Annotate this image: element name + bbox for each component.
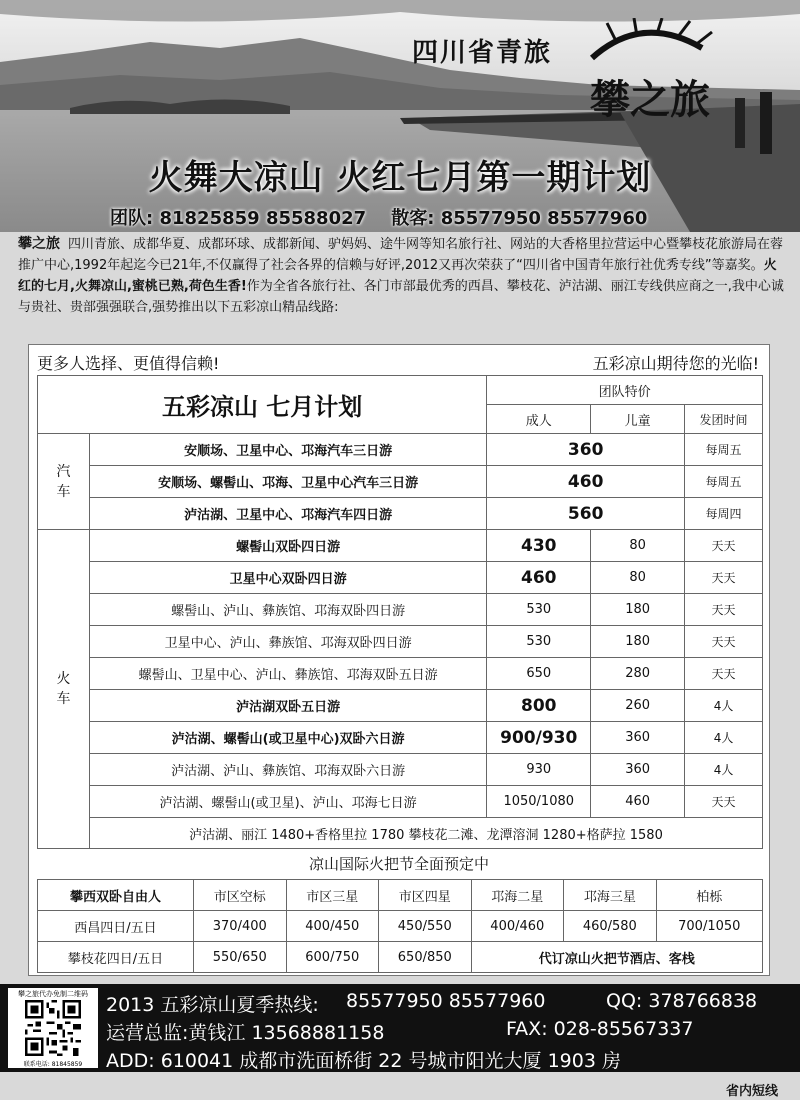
festival-cell: 450/550 <box>379 911 472 942</box>
table-row <box>38 498 763 530</box>
retail-phones: 85577950 85577960 <box>440 208 648 229</box>
route-adult-price: 530 <box>487 594 591 626</box>
route-adult-price: 460 <box>487 562 591 594</box>
address: ADD: 610041 成都市洗面桥街 22 号城市阳光大厦 1903 房 <box>106 1050 621 1072</box>
route-name: 泸沽湖、泸山、彝族馆、邛海双卧六日游 <box>89 754 486 786</box>
brand-name: 四川省青旅 <box>412 38 553 68</box>
table-row <box>38 594 763 626</box>
table-row <box>38 942 763 973</box>
festival-header-cell: 攀西双卧自由人 <box>38 880 194 911</box>
table-row <box>38 911 763 942</box>
headline: 火舞大凉山 火红七月第一期计划 <box>148 158 652 198</box>
qr-caption-bottom: 联系电话: 81845859 <box>23 1061 83 1068</box>
route-name: 泸沽湖、螺髻山(或卫星)、泸山、邛海七日游 <box>89 786 486 818</box>
table-row <box>38 562 763 594</box>
qr-caption-top: 攀之旅代办免制二维码 <box>18 990 88 998</box>
plan-table <box>37 375 763 849</box>
table-row <box>38 466 763 498</box>
footer-bar <box>0 984 800 1072</box>
festival-header-cell: 市区空标 <box>194 880 287 911</box>
intro-text-2: 作为全省各旅行社、各门市部最优秀的西昌、攀枝花、泸沽湖、丽江专线供应商之一,我中心诚与贵社、贵部强强联合,强势推出以下五彩凉山精品线路: <box>18 279 784 315</box>
route-adult-price: 800 <box>487 690 591 722</box>
festival-cell: 600/750 <box>286 942 379 973</box>
plan-title: 五彩凉山 七月计划 <box>38 376 487 434</box>
route-child-price: 360 <box>591 754 685 786</box>
festival-cell: 400/460 <box>471 911 564 942</box>
route-depart: 4人 <box>685 754 763 786</box>
intro-text-1: 四川青旅、成都华夏、成都环球、成都新闻、驴妈妈、途牛网等知名旅行社、网站的大香格里拉营运中心暨攀枝花旅游局在蓉推广中心,1992年起迄今已21年,不仅赢得了社会各界的信赖与好评,2012又再次荣获了“四川省中国青年旅行社优秀专线”等嘉奖。 <box>18 237 784 273</box>
route-child-price: 460 <box>591 786 685 818</box>
train-category-label: 火车 <box>56 671 71 707</box>
festival-cell: 西昌四日/五日 <box>38 911 194 942</box>
route-name: 安顺场、卫星中心、邛海汽车三日游 <box>89 434 486 466</box>
route-price: 560 <box>487 498 685 530</box>
bus-category-label: 汽车 <box>56 463 71 500</box>
festival-cell: 650/850 <box>379 942 472 973</box>
qr-code-box <box>8 988 98 1068</box>
table-row <box>38 434 763 466</box>
festival-header-cell: 市区四星 <box>379 880 472 911</box>
bus-category <box>38 434 90 530</box>
route-name: 安顺场、螺髻山、邛海、卫星中心汽车三日游 <box>89 466 486 498</box>
route-adult-price: 430 <box>487 530 591 562</box>
table-row <box>38 658 763 690</box>
route-adult-price: 530 <box>487 626 591 658</box>
route-child-price: 80 <box>591 530 685 562</box>
intro-lead: 攀之旅 <box>18 236 60 252</box>
table-row <box>38 722 763 754</box>
route-name: 卫星中心双卧四日游 <box>89 562 486 594</box>
train-category <box>38 530 90 849</box>
festival-cell: 370/400 <box>194 911 287 942</box>
route-child-price: 280 <box>591 658 685 690</box>
price-group-header: 团队特价 <box>487 376 763 405</box>
col-depart: 发团时间 <box>685 405 763 434</box>
route-adult-price: 900/930 <box>487 722 591 754</box>
route-adult-price: 930 <box>487 754 591 786</box>
route-name: 螺髻山双卧四日游 <box>89 530 486 562</box>
logo-text: 攀之旅 <box>590 76 710 123</box>
intro-highlight: 火红的七月,火舞凉山,蜜桃已熟,荷色生香! <box>18 258 777 294</box>
route-name: 卫星中心、泸山、彝族馆、邛海双卧四日游 <box>89 626 486 658</box>
festival-hotel-note: 代订凉山火把节酒店、客栈 <box>471 942 762 973</box>
route-child-price: 180 <box>591 626 685 658</box>
route-name: 泸沽湖、螺髻山(或卫星中心)双卧六日游 <box>89 722 486 754</box>
bottom-note: 省内短线 <box>725 1084 778 1099</box>
route-depart: 天天 <box>685 786 763 818</box>
table-row <box>38 690 763 722</box>
brand-block <box>412 18 782 128</box>
table-row <box>38 880 763 911</box>
route-depart: 天天 <box>685 594 763 626</box>
route-name: 泸沽湖、卫星中心、邛海汽车四日游 <box>89 498 486 530</box>
table-row <box>38 626 763 658</box>
route-price: 360 <box>487 434 685 466</box>
operations-manager: 运营总监:黄钱江 13568881158 <box>106 1022 385 1044</box>
qq-number: QQ: 378766838 <box>606 990 758 1012</box>
hotline-phones: 85577950 85577960 <box>346 990 546 1012</box>
route-child-price: 80 <box>591 562 685 594</box>
intro-paragraph <box>18 234 784 318</box>
route-child-price: 360 <box>591 722 685 754</box>
route-depart: 天天 <box>685 530 763 562</box>
route-depart: 4人 <box>685 690 763 722</box>
route-name: 泸沽湖双卧五日游 <box>89 690 486 722</box>
slogan-right: 五彩凉山期待您的光临! <box>592 354 759 373</box>
route-depart: 每周四 <box>685 498 763 530</box>
route-name: 螺髻山、卫星中心、泸山、彝族馆、邛海双卧五日游 <box>89 658 486 690</box>
group-phones: 81825859 85588027 <box>159 208 367 229</box>
route-child-price: 260 <box>591 690 685 722</box>
route-depart: 天天 <box>685 658 763 690</box>
route-depart: 4人 <box>685 722 763 754</box>
extra-note: 泸沽湖、丽江 1480+香格里拉 1780 攀枝花二滩、龙潭溶洞 1280+格萨拉 1580 <box>89 818 762 849</box>
route-price: 460 <box>487 466 685 498</box>
route-adult-price: 650 <box>487 658 591 690</box>
festival-header-cell: 柏栎 <box>656 880 762 911</box>
festival-title: 凉山国际火把节全面预定中 <box>308 855 489 873</box>
table-row <box>38 530 763 562</box>
table-row <box>38 786 763 818</box>
contact-line <box>110 204 647 230</box>
qr-code-icon <box>25 1000 81 1056</box>
logo-sun-icon <box>572 18 782 128</box>
route-depart: 天天 <box>685 626 763 658</box>
plan-panel <box>28 344 770 976</box>
col-child: 儿童 <box>591 405 685 434</box>
festival-cell: 550/650 <box>194 942 287 973</box>
header-banner <box>0 0 800 232</box>
fax-number: FAX: 028-85567337 <box>506 1018 694 1040</box>
festival-header-cell: 市区三星 <box>286 880 379 911</box>
slogan-left: 更多人选择、更值得信赖! <box>37 354 220 373</box>
hotline-label: 2013 五彩凉山夏季热线: <box>106 994 319 1016</box>
group-label: 团队: <box>110 208 154 229</box>
route-adult-price: 1050/1080 <box>487 786 591 818</box>
col-adult: 成人 <box>487 405 591 434</box>
festival-cell: 700/1050 <box>656 911 762 942</box>
festival-table <box>37 879 763 973</box>
festival-cell: 攀枝花四日/五日 <box>38 942 194 973</box>
route-depart: 每周五 <box>685 466 763 498</box>
route-depart: 天天 <box>685 562 763 594</box>
festival-header-cell: 邛海三星 <box>564 880 657 911</box>
table-row <box>38 818 763 849</box>
route-child-price: 180 <box>591 594 685 626</box>
retail-label: 散客: <box>391 208 435 229</box>
table-row <box>38 754 763 786</box>
festival-cell: 460/580 <box>564 911 657 942</box>
festival-cell: 400/450 <box>286 911 379 942</box>
route-depart: 每周五 <box>685 434 763 466</box>
route-name: 螺髻山、泸山、彝族馆、邛海双卧四日游 <box>89 594 486 626</box>
festival-header-cell: 邛海二星 <box>471 880 564 911</box>
slogans <box>37 349 763 375</box>
